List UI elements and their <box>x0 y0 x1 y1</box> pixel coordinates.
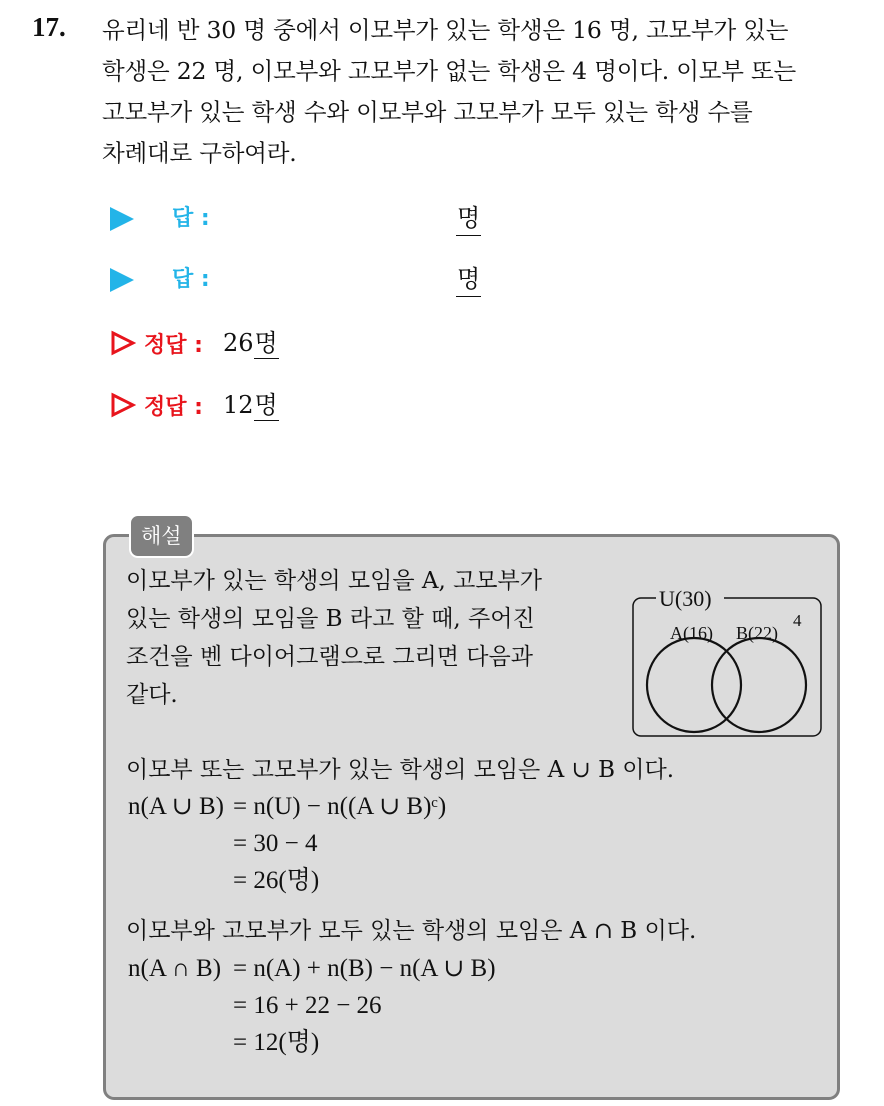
set-b-circle <box>712 638 806 732</box>
answer-key-row-2 <box>110 387 279 423</box>
solution-intro-line: 이모부가 있는 학생의 모임을 A, 고모부가 <box>126 568 542 594</box>
venn-diagram <box>630 584 826 740</box>
answer-key-value: 26 <box>222 329 254 357</box>
answer-unit: 명 <box>456 262 481 297</box>
solution-intro-line: 있는 학생의 모임을 B 라고 할 때, 주어진 <box>126 606 535 632</box>
answer-unit: 명 <box>456 201 481 236</box>
union-lhs: n(A ∪ B) <box>128 793 224 820</box>
intersection-step: = 16 + 22 − 26 <box>233 992 382 1019</box>
solution-intro-line: 조건을 벤 다이어그램으로 그리면 다음과 <box>126 644 533 670</box>
answer-key-label: 정답 : <box>144 394 203 420</box>
problem-line: 고모부가 있는 학생 수와 이모부와 고모부가 모두 있는 학생 수를 <box>102 98 753 126</box>
answer-key-value: 12 <box>222 391 254 419</box>
solution-intro <box>126 562 606 714</box>
union-step: = 30 − 4 <box>233 830 318 857</box>
solution-intro-line: 같다. <box>126 682 178 708</box>
outside-value: 4 <box>793 611 802 630</box>
outline-arrow-icon <box>110 330 136 356</box>
answer-row-2[interactable] <box>110 262 510 298</box>
intersection-step: = 12(명) <box>233 1029 320 1056</box>
problem-line: 차례대로 구하여라. <box>102 139 297 167</box>
play-arrow-icon <box>110 207 134 231</box>
answer-key-unit: 명 <box>254 328 278 357</box>
set-b-label: B(22) <box>736 623 778 643</box>
intersection-sentence: 이모부와 고모부가 모두 있는 학생의 모임은 A ∩ B 이다. <box>126 918 697 944</box>
union-step: = 26(명) <box>233 867 320 894</box>
answer-key-row-1 <box>110 325 279 361</box>
set-a-label: A(16) <box>670 623 713 643</box>
answer-label: 답 : <box>172 206 210 231</box>
play-arrow-icon <box>110 268 134 292</box>
answer-key-unit: 명 <box>254 390 278 419</box>
problem-line: 유리네 반 30 명 중에서 이모부가 있는 학생은 16 명, 고모부가 있는 <box>102 16 789 44</box>
solution-tag: 해설 <box>129 514 194 558</box>
intersection-lhs: n(A ∩ B) <box>128 955 222 982</box>
problem-text <box>102 10 866 174</box>
intersection-step: = n(A) + n(B) − n(A ∪ B) <box>233 955 496 982</box>
universe-label: U(30) <box>659 586 712 611</box>
answer-label: 답 : <box>172 267 210 292</box>
union-sentence: 이모부 또는 고모부가 있는 학생의 모임은 A ∪ B 이다. <box>126 757 675 783</box>
problem-line: 학생은 22 명, 이모부와 고모부가 없는 학생은 4 명이다. 이모부 또는 <box>102 57 797 85</box>
union-step: = n(U) − n((A ∪ B)ᶜ) <box>233 793 447 820</box>
problem-number: 17. <box>32 12 66 42</box>
answer-row-1[interactable] <box>110 201 510 237</box>
answer-key-label: 정답 : <box>144 332 203 358</box>
outline-arrow-icon <box>110 392 136 418</box>
